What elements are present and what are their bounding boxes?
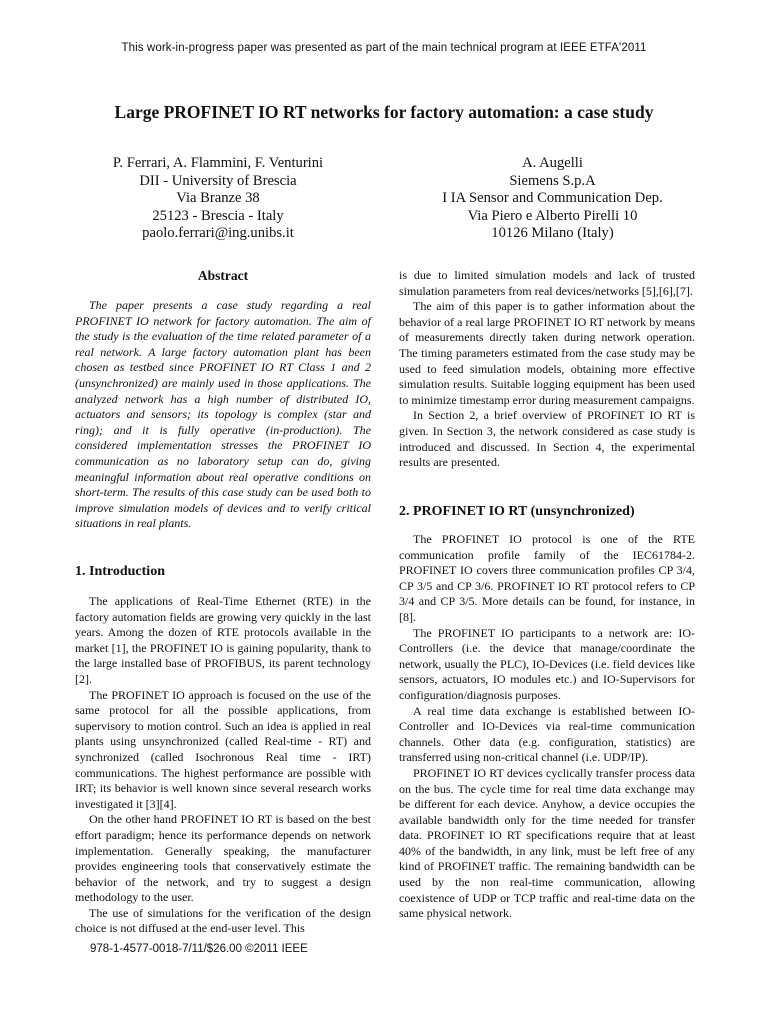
- author-city: 25123 - Brescia - Italy: [152, 207, 284, 224]
- author-affiliation: Siemens S.p.A: [509, 172, 596, 189]
- paragraph: The PROFINET IO protocol is one of the RTE communication profile family of the IEC61784-2. PROFINET IO covers three communication profiles CP 3/4, CP 3/5 and CP 3/6. PROFINET IO RT protocol refers to CP 3/4 and CP 3/5. More details can be found, for instance, in [8].: [399, 532, 695, 624]
- copyright-footer: 978-1-4577-0018-7/11/$26.00 ©2011 IEEE: [90, 943, 308, 955]
- section-2-body: [399, 532, 695, 922]
- paragraph: A real time data exchange is established between IO-Controller and IO-Devices via real-time communication channels. Other data (e.g. configuration, statistics) are transferred using non-critical channel (i.e. UDP/IP).: [399, 703, 695, 765]
- paragraph: The PROFINET IO approach is focused on the use of the same protocol for all the possible applications, from supervisory to motion control. Such an idea is applied in real plants using unsynchronized (called Real-time - RT) and synchronized (called Isochronous Real time - IRT) communications. The highest performance are possible with IRT; its behavior is well known since several research works investigated it [3][4].: [75, 687, 371, 811]
- paragraph: In Section 2, a brief overview of PROFINET IO RT is given. In Section 3, the network considered as case study is introduced and discussed. In Section 4, the experimental results are presented.: [399, 408, 695, 470]
- author-department: I IA Sensor and Communication Dep.: [442, 190, 663, 207]
- paragraph: is due to limited simulation models and lack of trusted simulation parameters from real devices/networks [5],[6],[7].: [399, 268, 695, 298]
- abstract-paragraph: The paper presents a case study regarding a real PROFINET IO network for factory automation. The aim of the study is the evaluation of the time related parameter of a real network. A large factory automation plant has been chosen as testbed since PROFINET IO RT Class 1 and 2 (unsynchronized) are mainly used in those applications. The analyzed network has a high number of distributed IO, actuators and sensors; its topology is complex (star and ring); and it is fully operative (in-production). The considered implementation stresses the PROFINET IO communication as no laboratory setup can do, giving meaningful information about real operative conditions on short-term. The results of this case study can be used both to improve simulation models of devices and to verify critical situations in real plants.: [75, 298, 371, 531]
- paragraph: On the other hand PROFINET IO RT is based on the best effort paradigm; hence its performance depends on network implementation. Generally speaking, the manufacturer provides engineering tools that conservatively estimate the behavior of the network, and try to suggest a design methodology to the user.: [75, 812, 371, 905]
- author-street: Via Branze 38: [176, 190, 260, 207]
- intro-continuation: [399, 268, 695, 471]
- paragraph: PROFINET IO RT devices cyclically transfer process data on the bus. The cycle time for real time data exchange may be different for each device. Anyhow, a device occupies the available bandwidth only for the time needed for transfer data. PROFINET IO RT specifications require that at least 40% of the bandwidth, in any link, must be left free of any kind of PROFINET traffic. The remaining bandwidth can be used by the non real-time communication, allowing coexistence of UDP or TCP traffic and real-time data on the same physical network.: [399, 765, 695, 921]
- author-street: Via Piero e Alberto Pirelli 10: [467, 207, 638, 224]
- section-2-heading: 2. PROFINET IO RT (unsynchronized): [399, 504, 635, 519]
- conference-banner: This work-in-progress paper was presented as part of the main technical program at IEEE ETFA'2011: [121, 42, 647, 54]
- author-block-right: [390, 155, 715, 243]
- paragraph: The use of simulations for the verification of the design choice is not diffused at the end-user level. This: [75, 905, 371, 936]
- paragraph: The PROFINET IO participants to a network are: IO-Controllers (i.e. the device that manage/coordinate the network, usually the PLC), IO-Devices (i.e. field devices like sensors, actuators, IO modules etc.) and IO-Supervisors for configuration/diagnosis purposes.: [399, 625, 695, 702]
- paragraph: The applications of Real-Time Ethernet (RTE) in the factory automation fields are growing very quickly in the last years. Among the dozen of RTE protocols available in the market [1], the PROFINET IO is gaining popularity, thank to the large installed base of PROFIBUS, its parent technology [2].: [75, 594, 371, 686]
- paper-title: Large PROFINET IO RT networks for factory automation: a case study: [114, 102, 654, 122]
- author-email: paolo.ferrari@ing.unibs.it: [142, 225, 294, 242]
- author-names: A. Augelli: [522, 155, 583, 171]
- section-1-body: [75, 594, 371, 937]
- abstract-heading: Abstract: [197, 268, 249, 283]
- abstract-text: [75, 298, 371, 532]
- author-block-left: [58, 155, 378, 243]
- paragraph: The aim of this paper is to gather information about the behavior of a real large PROFINET IO RT network by means of measurements directly taken during network operation. The timing parameters estimated from the case study may be used to feed simulation models, obtaining more effective simulation results. Suitable logging equipment has been used to minimize timestamp error during measurement campaigns.: [399, 299, 695, 407]
- author-names: P. Ferrari, A. Flammini, F. Venturini: [112, 155, 324, 171]
- author-affiliation: DII - University of Brescia: [139, 172, 297, 189]
- author-city: 10126 Milano (Italy): [491, 225, 614, 242]
- section-1-heading: 1. Introduction: [75, 564, 165, 579]
